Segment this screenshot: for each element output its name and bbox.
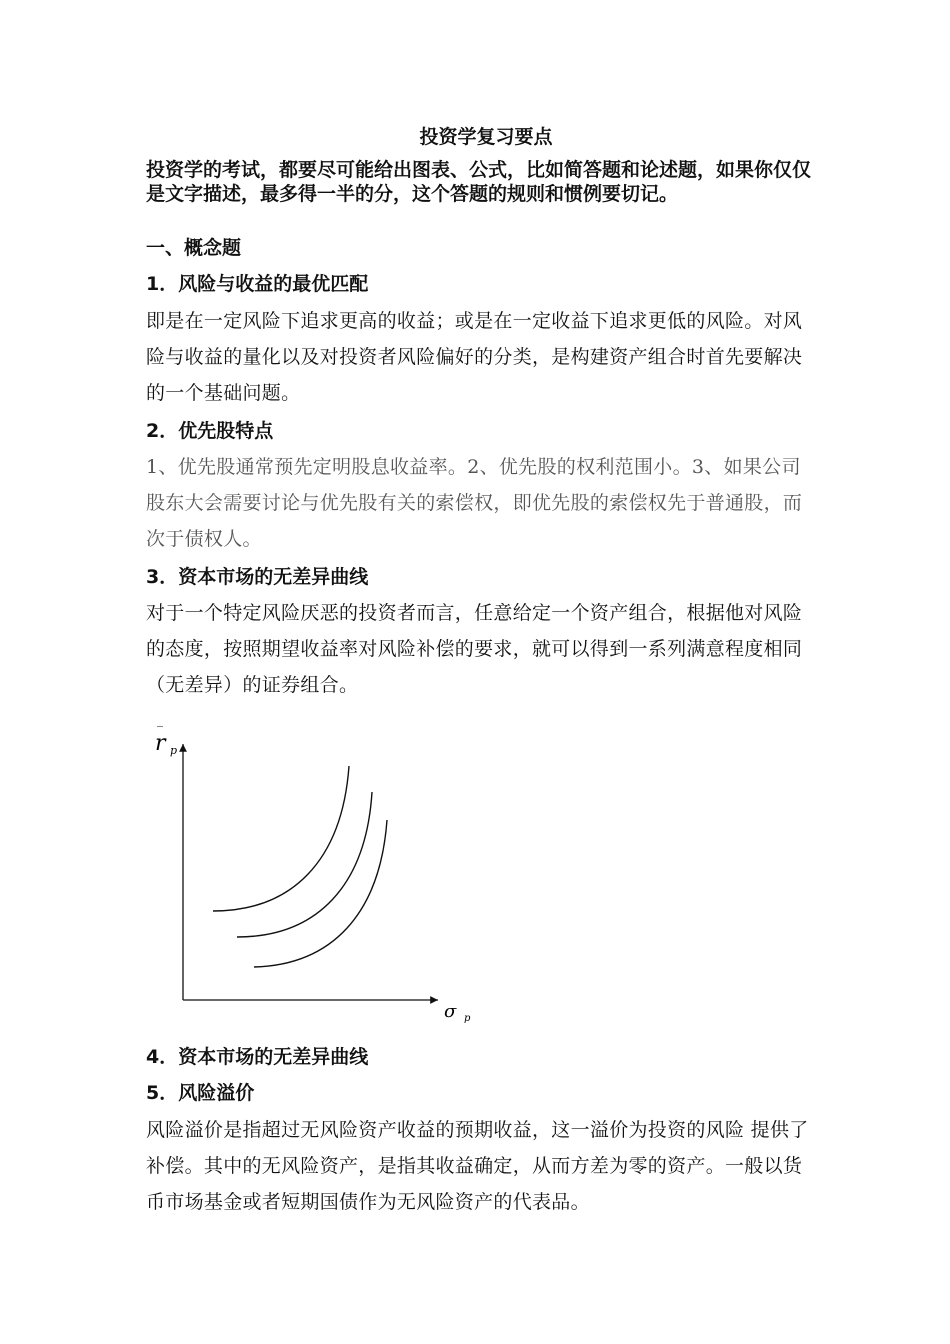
item-body-5: 风险溢价是指超过无风险资产收益的预期收益，这一溢价为投资的风险 提供了补偿。其中的无风险资产，是指其收益确定，从而方差为零的资产。一般以货币市场基金或者短期国债作为无风险资产的代表品。	[146, 1119, 809, 1213]
y-axis-subscript: p	[170, 744, 178, 757]
indifference-curve-figure	[146, 712, 486, 1032]
indifference-curve-3	[254, 820, 387, 967]
indifference-curve-2	[237, 792, 372, 937]
document-title: 投资学复习要点	[419, 126, 553, 148]
item-heading-5: 5．风险溢价	[146, 1082, 255, 1104]
intro-paragraph: 投资学的考试，都要尽可能给出图表、公式，比如简答题和论述题，如果你仅仅是文字描述，最多得一半的分，这个答题的规则和惯例要切记。	[146, 159, 812, 205]
item-heading-2: 2．优先股特点	[146, 420, 274, 442]
section-heading-concepts: 一、概念题	[146, 237, 242, 259]
x-axis-subscript: p	[464, 1013, 471, 1024]
item-heading-1: 1．风险与收益的最优匹配	[146, 273, 369, 295]
y-axis-label: r	[155, 731, 166, 756]
y-axis-bar: _	[157, 713, 163, 727]
indifference-curve-1	[213, 766, 349, 911]
item-heading-4: 4．资本市场的无差异曲线	[146, 1046, 369, 1068]
x-axis-label: σ	[444, 1001, 457, 1022]
item-body-3: 对于一个特定风险厌恶的投资者而言，任意给定一个资产组合，根据他对风险的态度，按照期望收益率对风险补偿的要求，就可以得到一系列满意程度相同（无差异）的证券组合。	[146, 602, 803, 696]
item-body-1: 即是在一定风险下追求更高的收益；或是在一定收益下追求更低的风险。对风险与收益的量化以及对投资者风险偏好的分类，是构建资产组合时首先要解决的一个基础问题。	[146, 310, 803, 404]
item-heading-3: 3．资本市场的无差异曲线	[146, 566, 369, 588]
item-body-2: 1、优先股通常预先定明股息收益率。2、优先股的权利范围小。3、如果公司股东大会需要讨论与优先股有关的索偿权，即优先股的索偿权先于普通股，而次于债权人。	[146, 456, 803, 550]
